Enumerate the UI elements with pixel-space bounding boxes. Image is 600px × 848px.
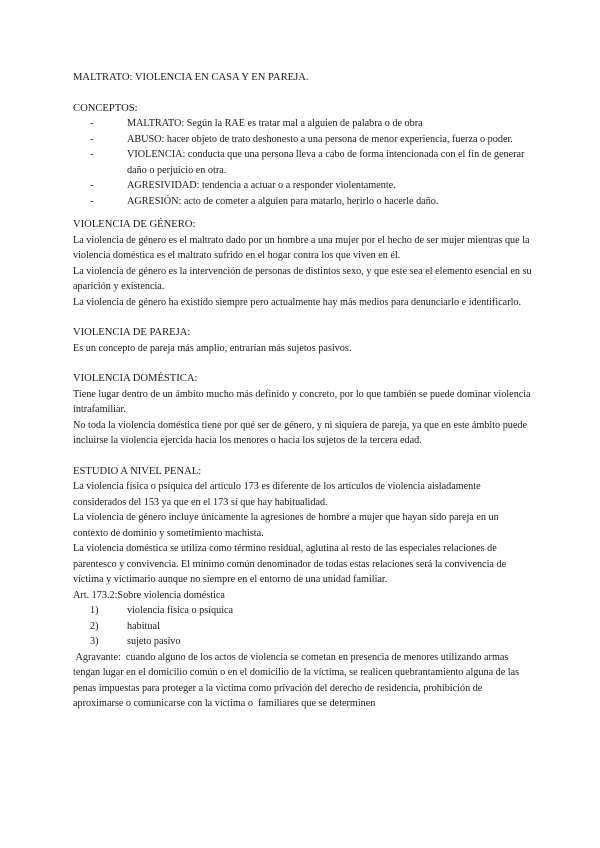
paragraph: Tiene lugar dentro de un ámbito mucho más definido y concreto, por lo que también se puede dominar violencia intrafamiliar. [73,388,531,415]
violencia-pareja-heading: VIOLENCIA DE PAREJA: [73,327,191,338]
list-number: 3) [90,636,99,647]
paragraph: No toda la violencia doméstica tiene por qué ser de género, y ni siquiera de pareja, ya que en este ámbito puede incluirse la violencia ejercida hacia los menores o hacia los sujetos de la tercera edad. [73,419,528,446]
paragraph: La violencia de género incluye únicamente la agresiones de hombre a mujer que hayan sido pareja en un contexto de dominio y sometimiento machista. [73,512,499,539]
list-item: - AGRESIVIDAD: tendencia a actuar o a responder violentamente. [116,178,535,194]
list-item [90,603,535,619]
paragraph: La violencia de género es el maltrato dado por un hombre a una mujer por el hecho de ser mujer mientras que la violencia doméstica es el maltrato sufrido en el hogar contra los que viven en él. [73,234,530,261]
list-item-text: violencia física o psíquica [127,605,234,616]
paragraph: La violencia doméstica se utiliza como término residual, aglutina al resto de las especiales relaciones de parentesco y convivencia. El mínimo común denominador de todas estas relaciones será la convivencia de víctima y victimario aunque no siempre en el entorno de una unidad familiar. [73,543,507,585]
list-item: - MALTRATO: Según la RAE es tratar mal a alguien de palabra o de obra [116,116,535,132]
list-item-text: habitual [127,620,160,632]
list-item: - VIOLENCIA: conducta que una persona lleva a cabo de forma intencionada con el fin de generar daño o perjuicio en otra. [116,147,535,178]
estudio-penal-heading: ESTUDIO A NIVEL PENAL: [73,465,202,477]
article-heading: Art. 173.2:Sobre violencia doméstica [73,589,225,601]
paragraph: Es un concepto de pareja más amplio, entrarían más sujetos pasivos. [73,342,352,354]
violencia-domestica-heading: VIOLENCIA DOMÉSTICA: [73,373,198,384]
paragraph: La violencia física o psíquica del artículo 173 es diferente de los artículos de violencia aisladamente considerados del 153 ya que en el 173 sí que hay habitualidad. [73,481,481,508]
conceptos-list [73,116,535,209]
violencia-genero-heading: VIOLENCIA DE GÉNERO: [73,219,196,230]
list-number: 1) [90,605,99,616]
list-item [90,619,535,635]
list-number: 2) [90,620,99,632]
article-list [73,603,535,650]
list-item-text: sujeto pasivo [127,636,181,647]
list-item: - AGRESIÓN: acto de cometer a alguien para matarlo, herirlo o hacerle daño. [116,194,535,210]
paragraph: La violencia de género es la intervención de personas de distintos sexo, y que este sea el elemento esencial en su aparición y existencia. [73,265,532,292]
document-body [73,70,535,712]
list-item [90,634,535,650]
list-item: - ABUSO: hacer objeto de trato deshonesto a una persona de menor experiencia, fuerza o poder. [116,132,535,148]
agravante-paragraph: Agravante: cuando alguno de los actos de violencia se cometan en presencia de menores utilizando armas tengan lugar en el domicilio común o en el domicilio de la víctima, se realicen quebrantamiento alguna de las penas impuestas para proteger a la víctima como privación del derecho de residencia, prohibición de aproximarse o comunicarse con la víctima o familiares que se determinen [73,651,522,709]
document-title: MALTRATO: VIOLENCIA EN CASA Y EN PAREJA. [73,72,309,83]
paragraph: La violencia de género ha existido siempre pero actualmente hay más medios para denunciarlo e identificarlo. [73,296,522,308]
conceptos-heading: CONCEPTOS: [73,102,138,114]
